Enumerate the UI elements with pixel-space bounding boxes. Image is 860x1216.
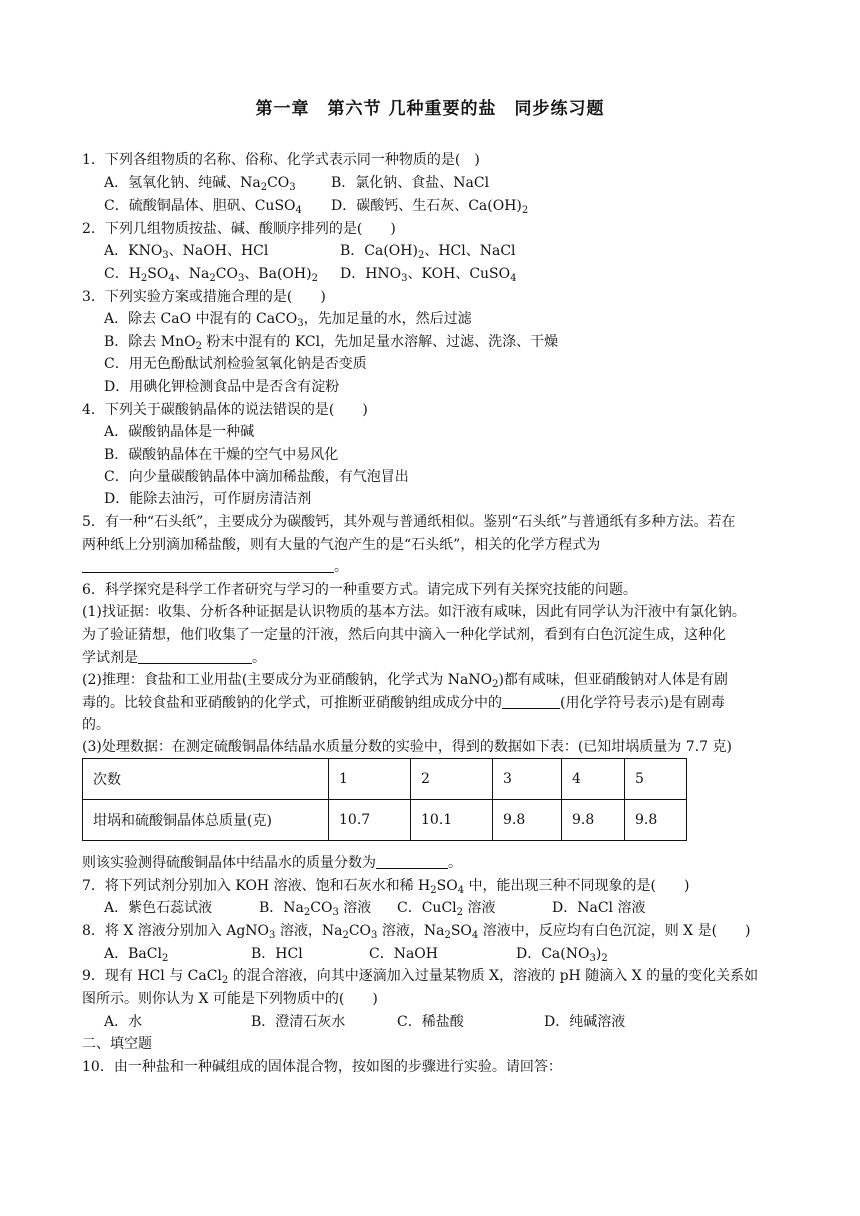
question-9-line-2: 图所示。则你认为 X 可能是下列物质中的( ) — [82, 991, 378, 1007]
question-8-option-d: D．$Ca(NO_3)_2$ — [516, 946, 608, 964]
section-heading: 二、填空题 — [82, 1036, 152, 1052]
question-9-line-1: 9．现有 HCl 与 CaCl$_2$ 的混合溶液，向其中逐滴加入过量某物质 X，溶液的 pH 随滴入 X 的量的变化关系如 — [82, 968, 759, 986]
question-5-line-1: 5．有一种“石头纸”，主要成分为碳酸钙，其外观与普通纸相似。鉴别“石头纸”与普通纸有多种方法。若在 — [82, 514, 736, 530]
table-cell: 1 — [329, 759, 411, 800]
question-7-option-d: D．NaCl 溶液 — [552, 900, 646, 916]
table-cell: 9.8 — [625, 800, 687, 841]
question-9-option-a: A．水 — [104, 1014, 143, 1030]
question-4-stem: 4．下列关于碳酸钠晶体的说法错误的是( ) — [82, 402, 368, 418]
question-7-option-a: A．紫色石蕊试液 — [104, 900, 213, 916]
question-5-answer-line: 。 — [82, 557, 348, 577]
question-6-part-2-line-2: 毒的。比较食盐和亚硝酸钠的化学式，可推断亚硝酸钠组成成分中的 (用化学符号表示)是有剧毒 — [82, 695, 725, 711]
question-4-option-a: A．碳酸钠晶体是一种碱 — [104, 424, 255, 440]
question-4-option-c: C．向少量碳酸钠晶体中滴加稀盐酸，有气泡冒出 — [104, 469, 409, 485]
question-2-option-d: D．$HNO_3$、KOH、CuSO$_4$ — [340, 266, 517, 284]
question-2-option-a: A．$KNO_3$、NaOH、HCl — [104, 243, 269, 261]
question-1-stem: 1．下列各组物质的名称、俗称、化学式表示同一种物质的是( ) — [82, 152, 480, 168]
table-cell: 坩埚和硫酸铜晶体总质量(克) — [83, 800, 329, 841]
table-cell: 5 — [625, 759, 687, 800]
question-4-option-b: B．碳酸钠晶体在干燥的空气中易风化 — [104, 447, 339, 463]
question-6-part-3-line-1: (3)处理数据：在测定硫酸铜晶体结晶水质量分数的实验中，得到的数据如下表：(已知坩埚质量为 7.7 克) — [82, 739, 732, 755]
table-cell: 3 — [493, 759, 562, 800]
table-row — [83, 800, 687, 841]
question-1-option-c: C．硫酸铜晶体、胆矾、CuSO$_4$ — [104, 198, 302, 216]
question-6-part-2-line-3: 的。 — [82, 717, 110, 733]
question-6-part-2-line-1: (2)推理：食盐和工业用盐(主要成分为亚硝酸钠，化学式为 NaNO$_2$)都有咸味，但亚硝酸钠对人体是有剧 — [82, 672, 728, 690]
crystal-water-data-table — [82, 758, 687, 841]
table-cell: 4 — [562, 759, 625, 800]
question-3-option-a: A．除去 CaO 中混有的 CaCO$_3$，先加足量的水，然后过滤 — [104, 311, 472, 329]
question-6-part-3-answer-line: 则该实验测得硫酸铜晶体中结晶水的质量分数为 。 — [82, 855, 462, 871]
question-9-option-b: B．澄清石灰水 — [251, 1014, 346, 1030]
question-8-option-c: C．NaOH — [369, 946, 438, 962]
answer-blank[interactable] — [502, 694, 560, 709]
question-4-option-d: D．能除去油污，可作厨房清洁剂 — [104, 491, 312, 507]
question-9-option-c: C．稀盐酸 — [397, 1014, 464, 1030]
question-7-option-b: B．$Na_2CO_3$ 溶液 — [259, 900, 372, 918]
answer-blank[interactable] — [138, 649, 252, 664]
question-1-option-d: D．碳酸钙、生石灰、$Ca(OH)_2$ — [331, 198, 529, 216]
answer-blank[interactable] — [82, 558, 334, 573]
table-cell: 9.8 — [562, 800, 625, 841]
question-1-option-b: B．氯化钠、食盐、NaCl — [331, 175, 490, 191]
table-header-row — [83, 759, 687, 800]
question-2-option-b: B．$Ca(OH)_2$、HCl、NaCl — [340, 243, 516, 261]
question-1-option-a: A．氢氧化钠、纯碱、$Na_2CO_3$ — [104, 175, 296, 193]
table-cell: 10.7 — [329, 800, 411, 841]
page-title: 第一章 第六节 几种重要的盐 同步练习题 — [255, 99, 605, 119]
question-7-option-c: C．CuCl$_2$ 溶液 — [397, 900, 496, 918]
question-3-option-c: C．用无色酚酞试剂检验氢氧化钠是否变质 — [104, 356, 367, 372]
question-6-part-1-line-1: (1)找证据：收集、分析各种证据是认识物质的基本方法。如汗液有咸味，因此有同学认为汗液中有氯化钠。 — [82, 604, 746, 620]
question-10-stem: 10．由一种盐和一种碱组成的固体混合物，按如图的步骤进行实验。请回答： — [82, 1059, 562, 1075]
question-6-part-1-line-3: 学试剂是 。 — [82, 650, 266, 666]
question-5-line-2: 两种纸上分别滴加稀盐酸，则有大量的气泡产生的是“石头纸”，相关的化学方程式为 — [82, 537, 601, 553]
question-3-stem: 3．下列实验方案或措施合理的是( ) — [82, 289, 326, 305]
question-2-stem: 2．下列几组物质按盐、碱、酸顺序排列的是( ) — [82, 221, 396, 237]
question-9-option-d: D．纯碱溶液 — [544, 1014, 626, 1030]
question-8-option-b: B．HCl — [251, 946, 303, 962]
question-6-line-1: 6．科学探究是科学工作者研究与学习的一种重要方式。请完成下列有关探究技能的问题。 — [82, 582, 637, 598]
table-cell: 2 — [411, 759, 493, 800]
table-cell: 次数 — [83, 759, 329, 800]
question-3-option-b: B．除去 MnO$_2$ 粉末中混有的 KCl，先加足量水溶解、过滤、洗涤、干燥 — [104, 334, 559, 352]
table-cell: 10.1 — [411, 800, 493, 841]
question-8-stem: 8．将 X 溶液分别加入 AgNO$_3$ 溶液，$Na_2CO_3$ 溶液，$Na_2SO_4$ 溶液中，反应均有白色沉淀，则 X 是( ) — [82, 923, 751, 941]
question-6-part-1-line-2: 为了验证猜想，他们收集了一定量的汗液，然后向其中滴入一种化学试剂，看到有白色沉淀生成，这种化 — [82, 627, 726, 643]
question-3-option-d: D．用碘化钾检测食品中是否含有淀粉 — [104, 379, 340, 395]
answer-blank[interactable] — [376, 854, 448, 869]
question-2-option-c: C．$H_2SO_4$、$Na_2CO_3$、$Ba(OH)_2$ — [104, 266, 318, 284]
question-7-stem: 7．将下列试剂分别加入 KOH 溶液、饱和石灰水和稀 $H_2SO_4$ 中，能出现三种不同现象的是( ) — [82, 878, 690, 896]
table-cell: 9.8 — [493, 800, 562, 841]
question-8-option-a: A．BaCl$_2$ — [104, 946, 169, 964]
